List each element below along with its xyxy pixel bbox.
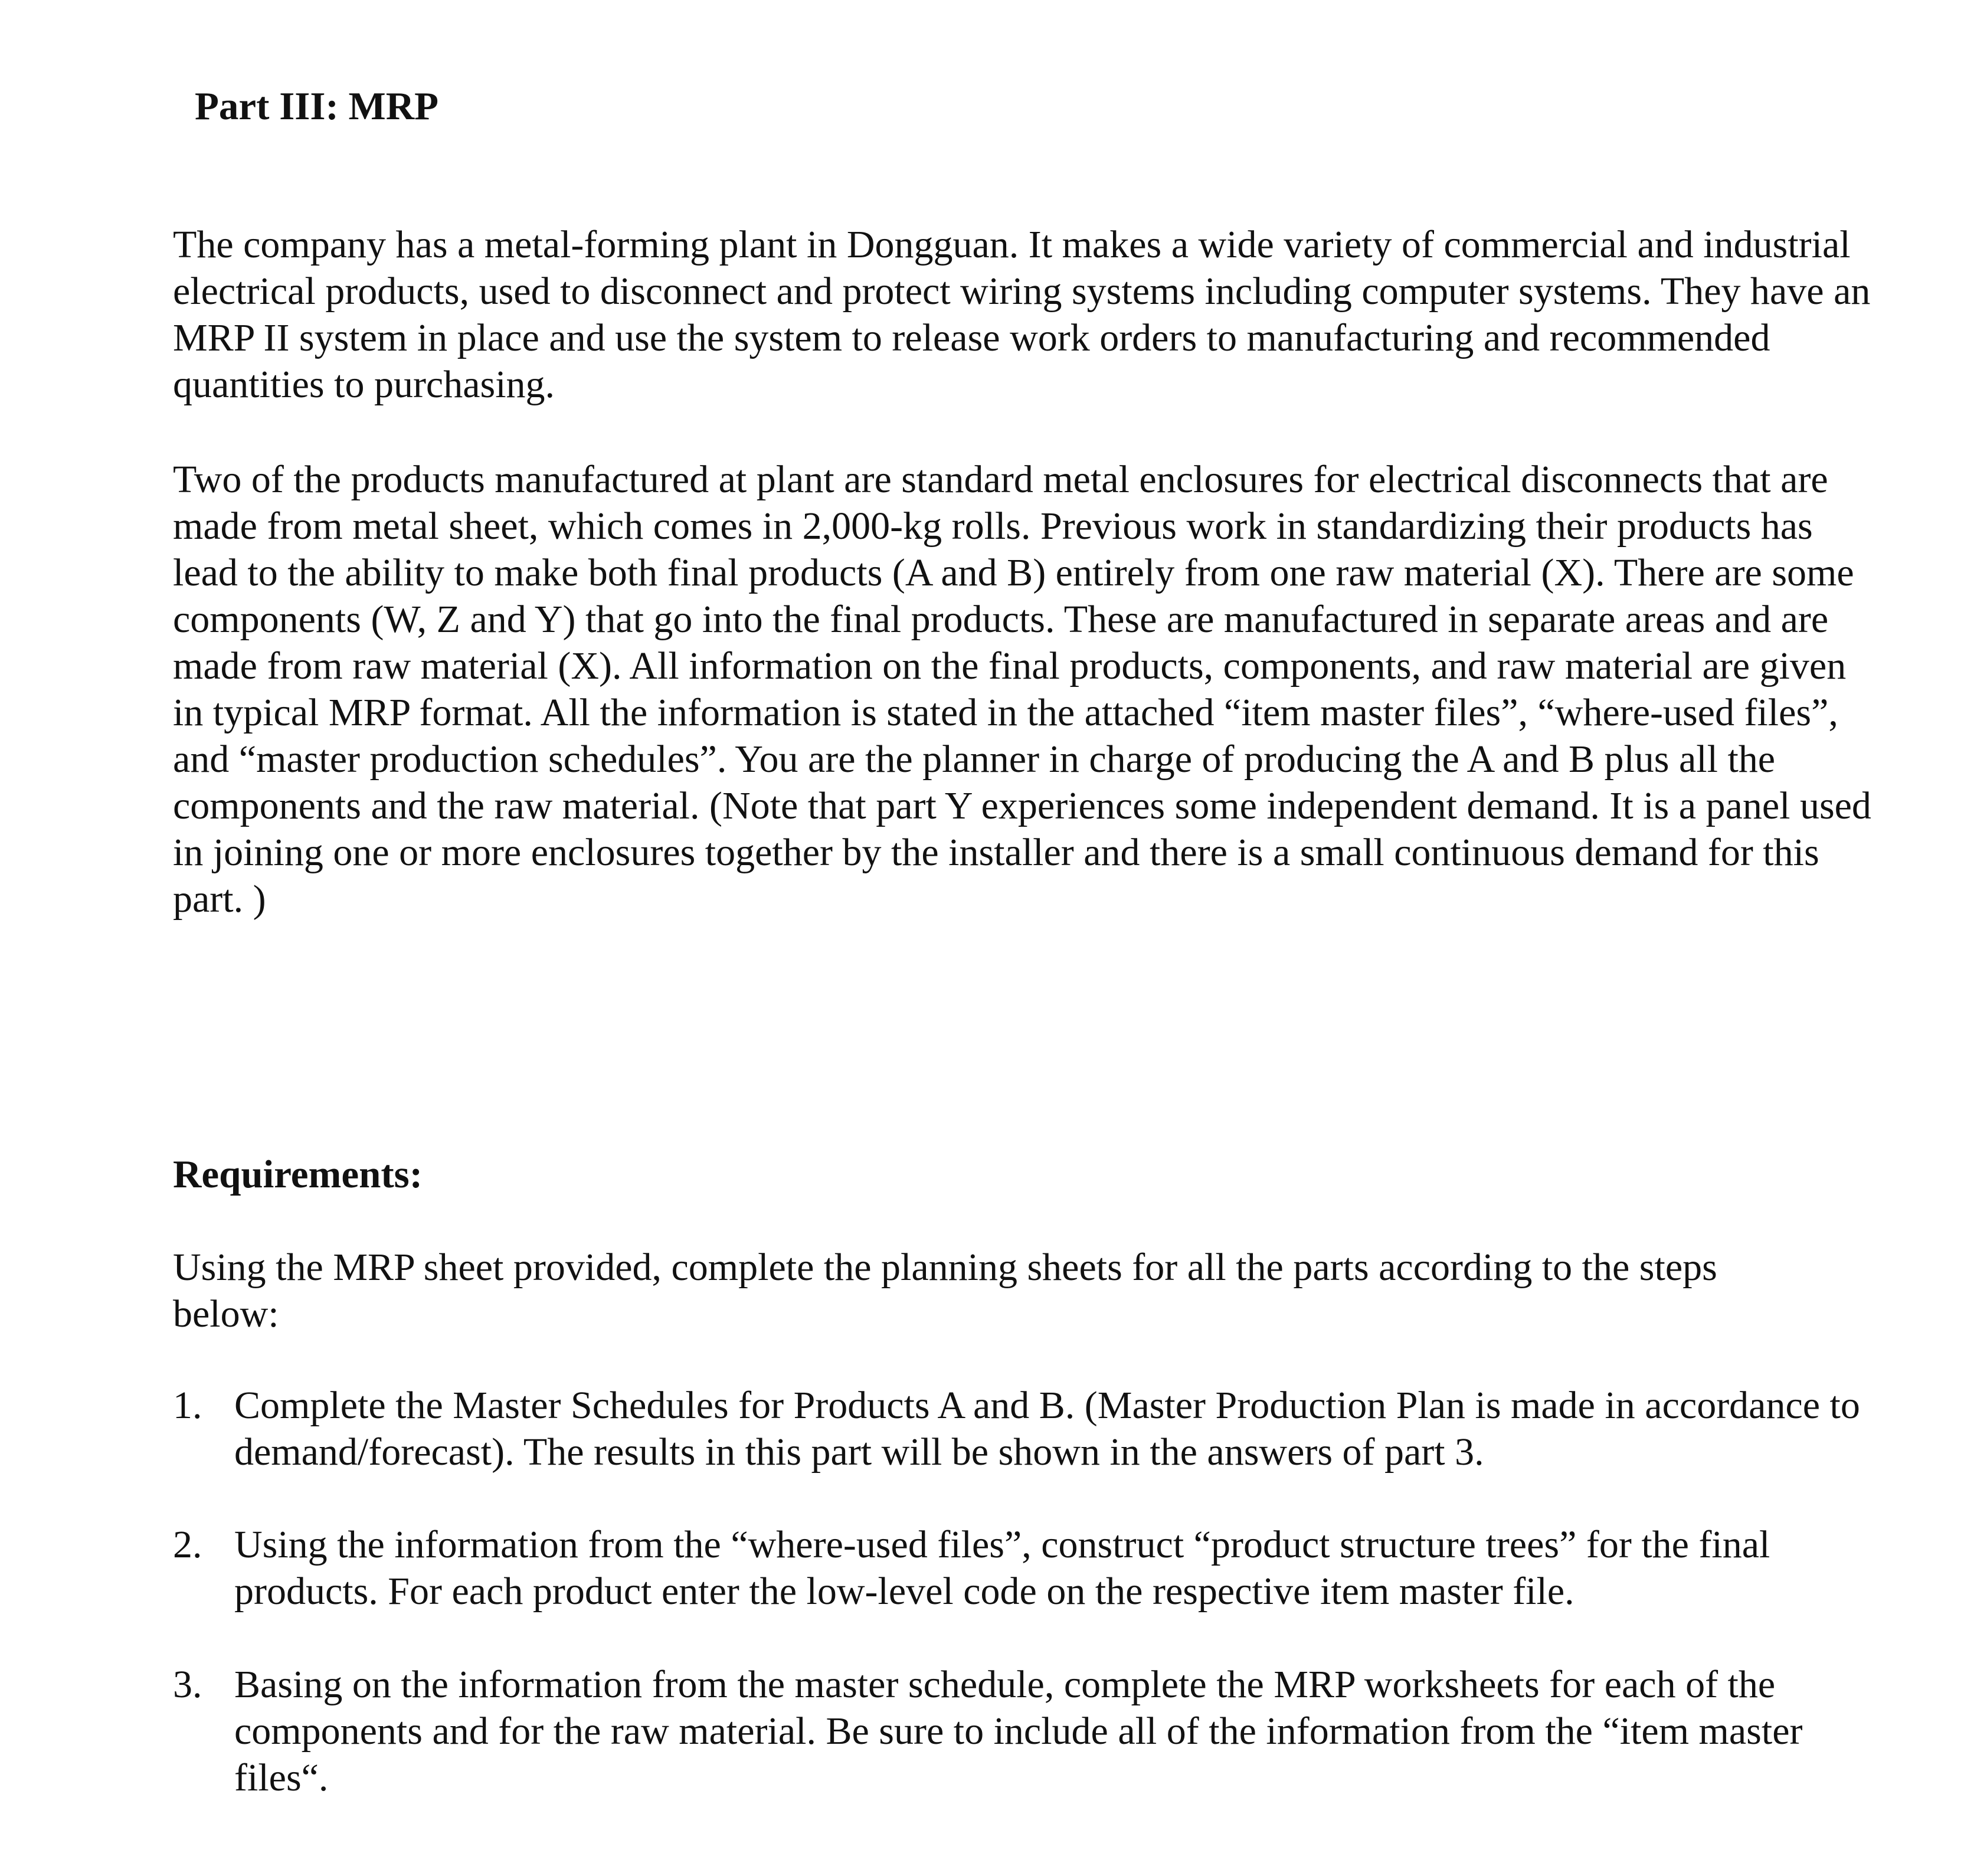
requirement-step-2: [173, 1521, 1873, 1615]
paragraph-products-description: Two of the products manufactured at plant are standard metal enclosures for electrical disconnects that are made from metal sheet, which comes in 2,000-kg rolls. Previous work in standardizing their products has lead to the ability to make both final products (A and B) entirely from one raw material (X). There are some components (W, Z and Y) that go into the final products. These are manufactured in separate areas and are made from raw material (X). All information on the final products, components, and raw material are given in typical MRP format. All the information is stated in the attached “item master files”, “where-used files”, and “master production schedules”. You are the planner in charge of producing the A and B plus all the components and the raw material. (Note that part Y experiences some independent demand. It is a panel used in joining one or more enclosures together by the installer and there is a small continuous demand for this part. ): [173, 458, 1871, 921]
part-title: Part III: MRP: [195, 84, 439, 128]
step-number: 1.: [173, 1384, 202, 1427]
requirement-step-1: [173, 1382, 1873, 1475]
requirement-step-3: [173, 1661, 1873, 1801]
paragraph-company-overview: The company has a metal-forming plant in Dongguan. It makes a wide variety of commercial and industrial electrical products, used to disconnect and protect wiring systems including computer systems. They have an MRP II system in place and use the system to release work orders to manufacturing and recommended quantities to purchasing.: [173, 223, 1871, 406]
step-text: Basing on the information from the master schedule, complete the MRP worksheets for each of the components and for the raw material. Be sure to include all of the information from the “item master files“.: [234, 1663, 1803, 1799]
step-number: 3.: [173, 1663, 202, 1706]
step-text: Using the information from the “where-used files”, construct “product structure trees” for the final products. For each product enter the low-level code on the respective item master file.: [234, 1523, 1770, 1613]
requirements-intro: Using the MRP sheet provided, complete the planning sheets for all the parts according to the steps below:: [173, 1246, 1717, 1335]
step-item: [173, 1661, 1873, 1801]
step-item: [173, 1521, 1873, 1615]
requirements-heading: Requirements:: [173, 1153, 423, 1196]
step-item: [173, 1382, 1873, 1475]
step-number: 2.: [173, 1523, 202, 1566]
step-text: Complete the Master Schedules for Products A and B. (Master Production Plan is made in accordance to demand/forecast). The results in this part will be shown in the answers of part 3.: [234, 1384, 1860, 1474]
